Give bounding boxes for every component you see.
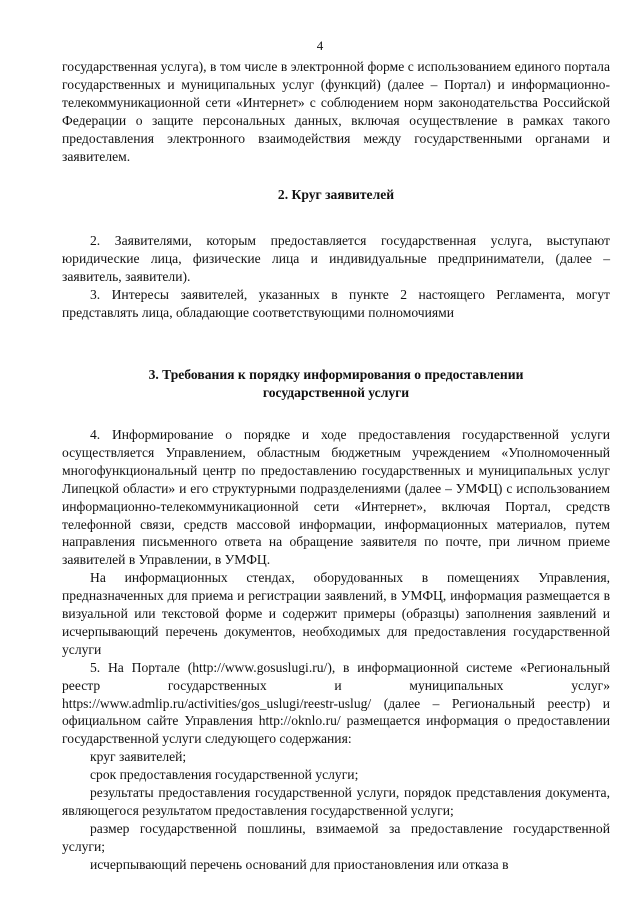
document-body — [62, 58, 610, 874]
paragraph-4: 4. Информирование о порядке и ходе предоставления государственной услуги осуществляется Управлением, областным бюджетным учреждением «Уполномоченный многофункциональный центр по предоставлению государственных и муниципальных услуг Липецкой области» и его структурными подразделениями (далее – УМФЦ) с использованием информационно-телекоммуникационной сети «Интернет», включая Портал, средств телефонной связи, средств массовой информации, информационных материалов, путем направления письменного ответа на обращение заявителя по почте, при личном приеме заявителей в Управлении, в УМФЦ. — [62, 426, 610, 568]
paragraph-3: 3. Интересы заявителей, указанных в пункте 2 настоящего Регламента, могут представлять лица, обладающие соответствующими полномочиями — [62, 287, 610, 321]
section-3-heading-line-1: 3. Требования к порядку информирования о предоставлении — [148, 366, 524, 382]
section-2-heading: 2. Круг заявителей — [277, 187, 395, 203]
list-item-grounds: исчерпывающий перечень оснований для приостановления или отказа в — [90, 856, 509, 872]
list-item-applicants: круг заявителей; — [90, 749, 187, 765]
list-item-term: срок предоставления государственной услуги; — [90, 767, 359, 783]
list-item-results: результаты предоставления государственной услуги, порядок представления документа, являющегося результатом предоставления государственной услуги; — [62, 785, 610, 818]
intro-paragraph: государственная услуга), в том числе в электронной форме с использованием единого портала государственных и муниципальных услуг (функций) (далее – Портал) и информационно-телекоммуникационной сети «Интернет» с соблюдением норм законодательства Российской Федерации о защите персональных данных, включая осуществление в рамках такого предоставления электронного взаимодействия между государственными органами и заявителем. — [62, 59, 610, 164]
paragraph-2: 2. Заявителями, которым предоставляется государственная услуга, выступают юридические лица, физические лица и индивидуальные предприниматели, (далее – заявитель, заявители). — [62, 233, 610, 285]
paragraph-4-stands: На информационных стендах, оборудованных в помещениях Управления, предназначенных для приема и регистрации заявлений, в УМФЦ, информация размещается в визуальной или текстовой форме и содержит примеры (образцы) заполнения заявлений и исчерпывающий перечень документов, необходимых для предоставления государственной услуги — [62, 570, 610, 657]
paragraph-5: 5. На Портале (http://www.gosuslugi.ru/), в информационной системе «Региональный реестр государственных и муниципальных услуг» https://www.admlip.ru/activities/gos_uslugi/reestr-uslug/ (далее – Региональный реестр) и официальном сайте Управления http://oknlo.ru/ размещается информация о предоставлении государственной услуги следующего содержания: — [62, 659, 610, 747]
section-3-heading-line-2: государственной услуги — [262, 384, 410, 400]
list-item-fee: размер государственной пошлины, взимаемой за предоставление государственной услуги; — [62, 820, 610, 854]
page-number: 4 — [316, 38, 324, 53]
